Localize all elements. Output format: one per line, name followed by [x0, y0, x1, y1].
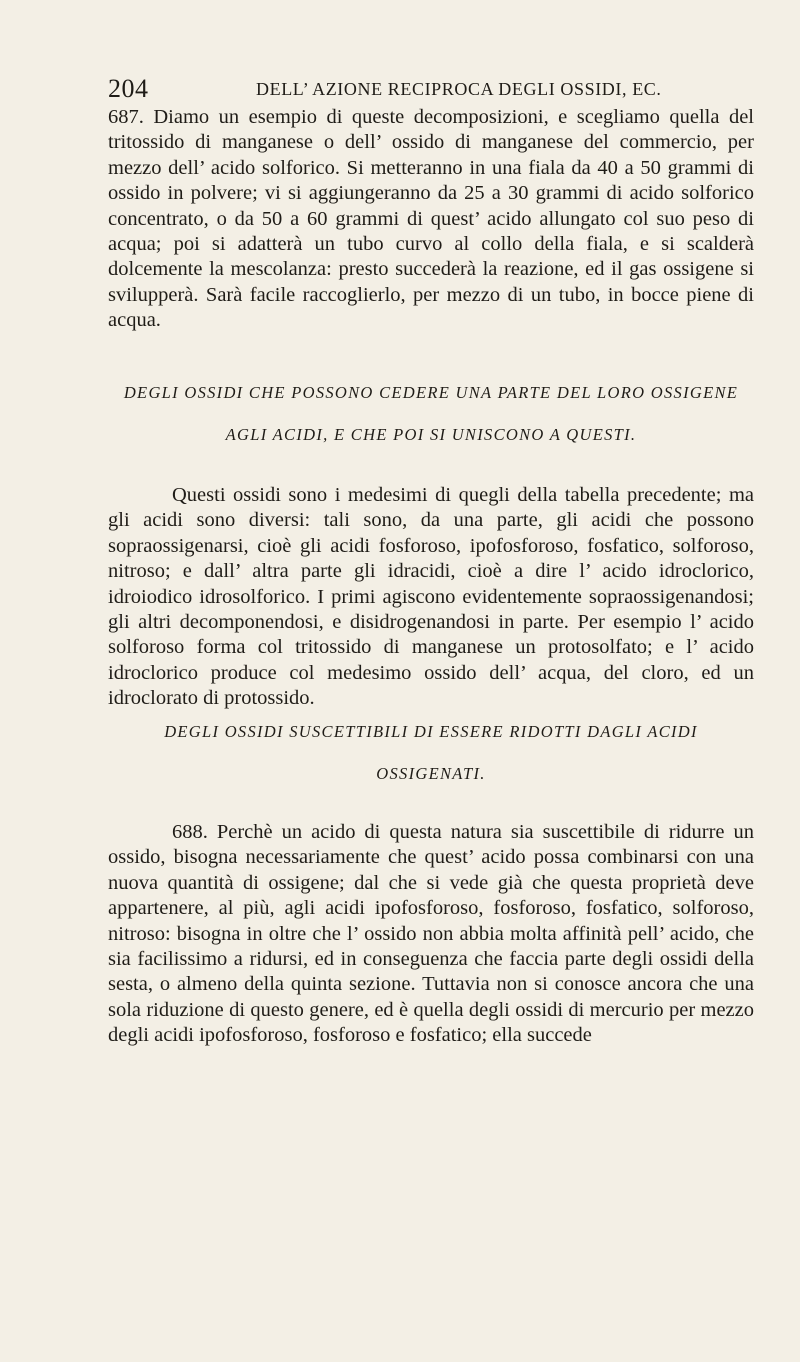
running-head: DELL’ AZIONE RECIPROCA DEGLI OSSIDI, EC. [256, 79, 662, 99]
section-heading-line: DEGLI OSSIDI SUSCETTIBILI DI ESSERE RIDOTTI DAGLI ACIDI [164, 722, 698, 741]
page-header [108, 74, 708, 104]
paragraph-intro: Questi ossidi sono i medesimi di quegli della tabella precedente; ma gli acidi sono diversi: tali sono, da una parte, gli acidi che possono sopraossigenarsi, cioè gli acidi fosforoso, ipofosforoso, fosfatico, solforoso, nitroso; e dall’ altra parte gli idracidi, cioè a dire l’ acido idroclorico, idroiodico idrosolforico. I primi agiscono evidentemente sopraossigenandosi; gli altri decomponendosi, e disidrogenandosi in parte. Per esempio l’ acido solforoso forma col tritossido di manganese un protosolfato; e l’ acido idroclorico produce col medesimo ossido dell’ acqua, del cloro, ed un idroclorato di protossido. [108, 484, 754, 710]
paragraph-687 [108, 105, 754, 334]
section-heading-line: DEGLI OSSIDI CHE POSSONO CEDERE UNA PARTE DEL LORO OSSIGENE [123, 383, 739, 402]
section-heading-line: OSSIGENATI. [376, 764, 486, 783]
page-number: 204 [108, 74, 149, 103]
paragraph-text: Diamo un esempio di queste decomposizioni, e scegliamo quella del tritossido di manganese o dell’ ossido di manganese del commercio, per mezzo dell’ acido solforico. Si metteranno in una fiala da 40 a 50 grammi di ossido in polvere; vi si aggiungeranno da 25 a 30 grammi di acido solforico concentrato, o da 50 a 60 grammi di quest’ acido allungato col suo peso di acqua; poi si adatterà un tubo curvo al collo della fiala, e si scalderà dolcemente la mescolanza: presto succederà la reazione, ed il gas ossigene si svilupperà. Sarà facile raccoglierlo, per mezzo di un tubo, in bocce piene di acqua. [108, 106, 754, 332]
paragraph-number: 688. [172, 821, 208, 843]
paragraph-688 [108, 820, 754, 1049]
paragraph-text: Perchè un acido di questa natura sia suscettibile di ridurre un ossido, bisogna necessariamente che quest’ acido possa combinarsi con una nuova quantità di ossigene; dal che si vede già che questa proprietà deve appartenere, al più, agli acidi ipofosforoso, fosforoso, fosfatico, solforoso, nitroso: bisogna in oltre che l’ ossido non abbia molta affinità pell’ acido, che sia facilissimo a ridursi, ed in conseguenza che faccia parte degli ossidi della sesta, o almeno della quinta sezione. Tuttavia non si conosce ancora che una sola riduzione di questo genere, ed è quella degli ossidi di mercurio per mezzo degli acidi ipofosforoso, fosforoso e fosfatico; ella succede [108, 821, 754, 1047]
paragraph-number: 687. [108, 106, 144, 128]
section-heading-line: AGLI ACIDI, E CHE POI SI UNISCONO A QUESTI. [225, 425, 637, 444]
